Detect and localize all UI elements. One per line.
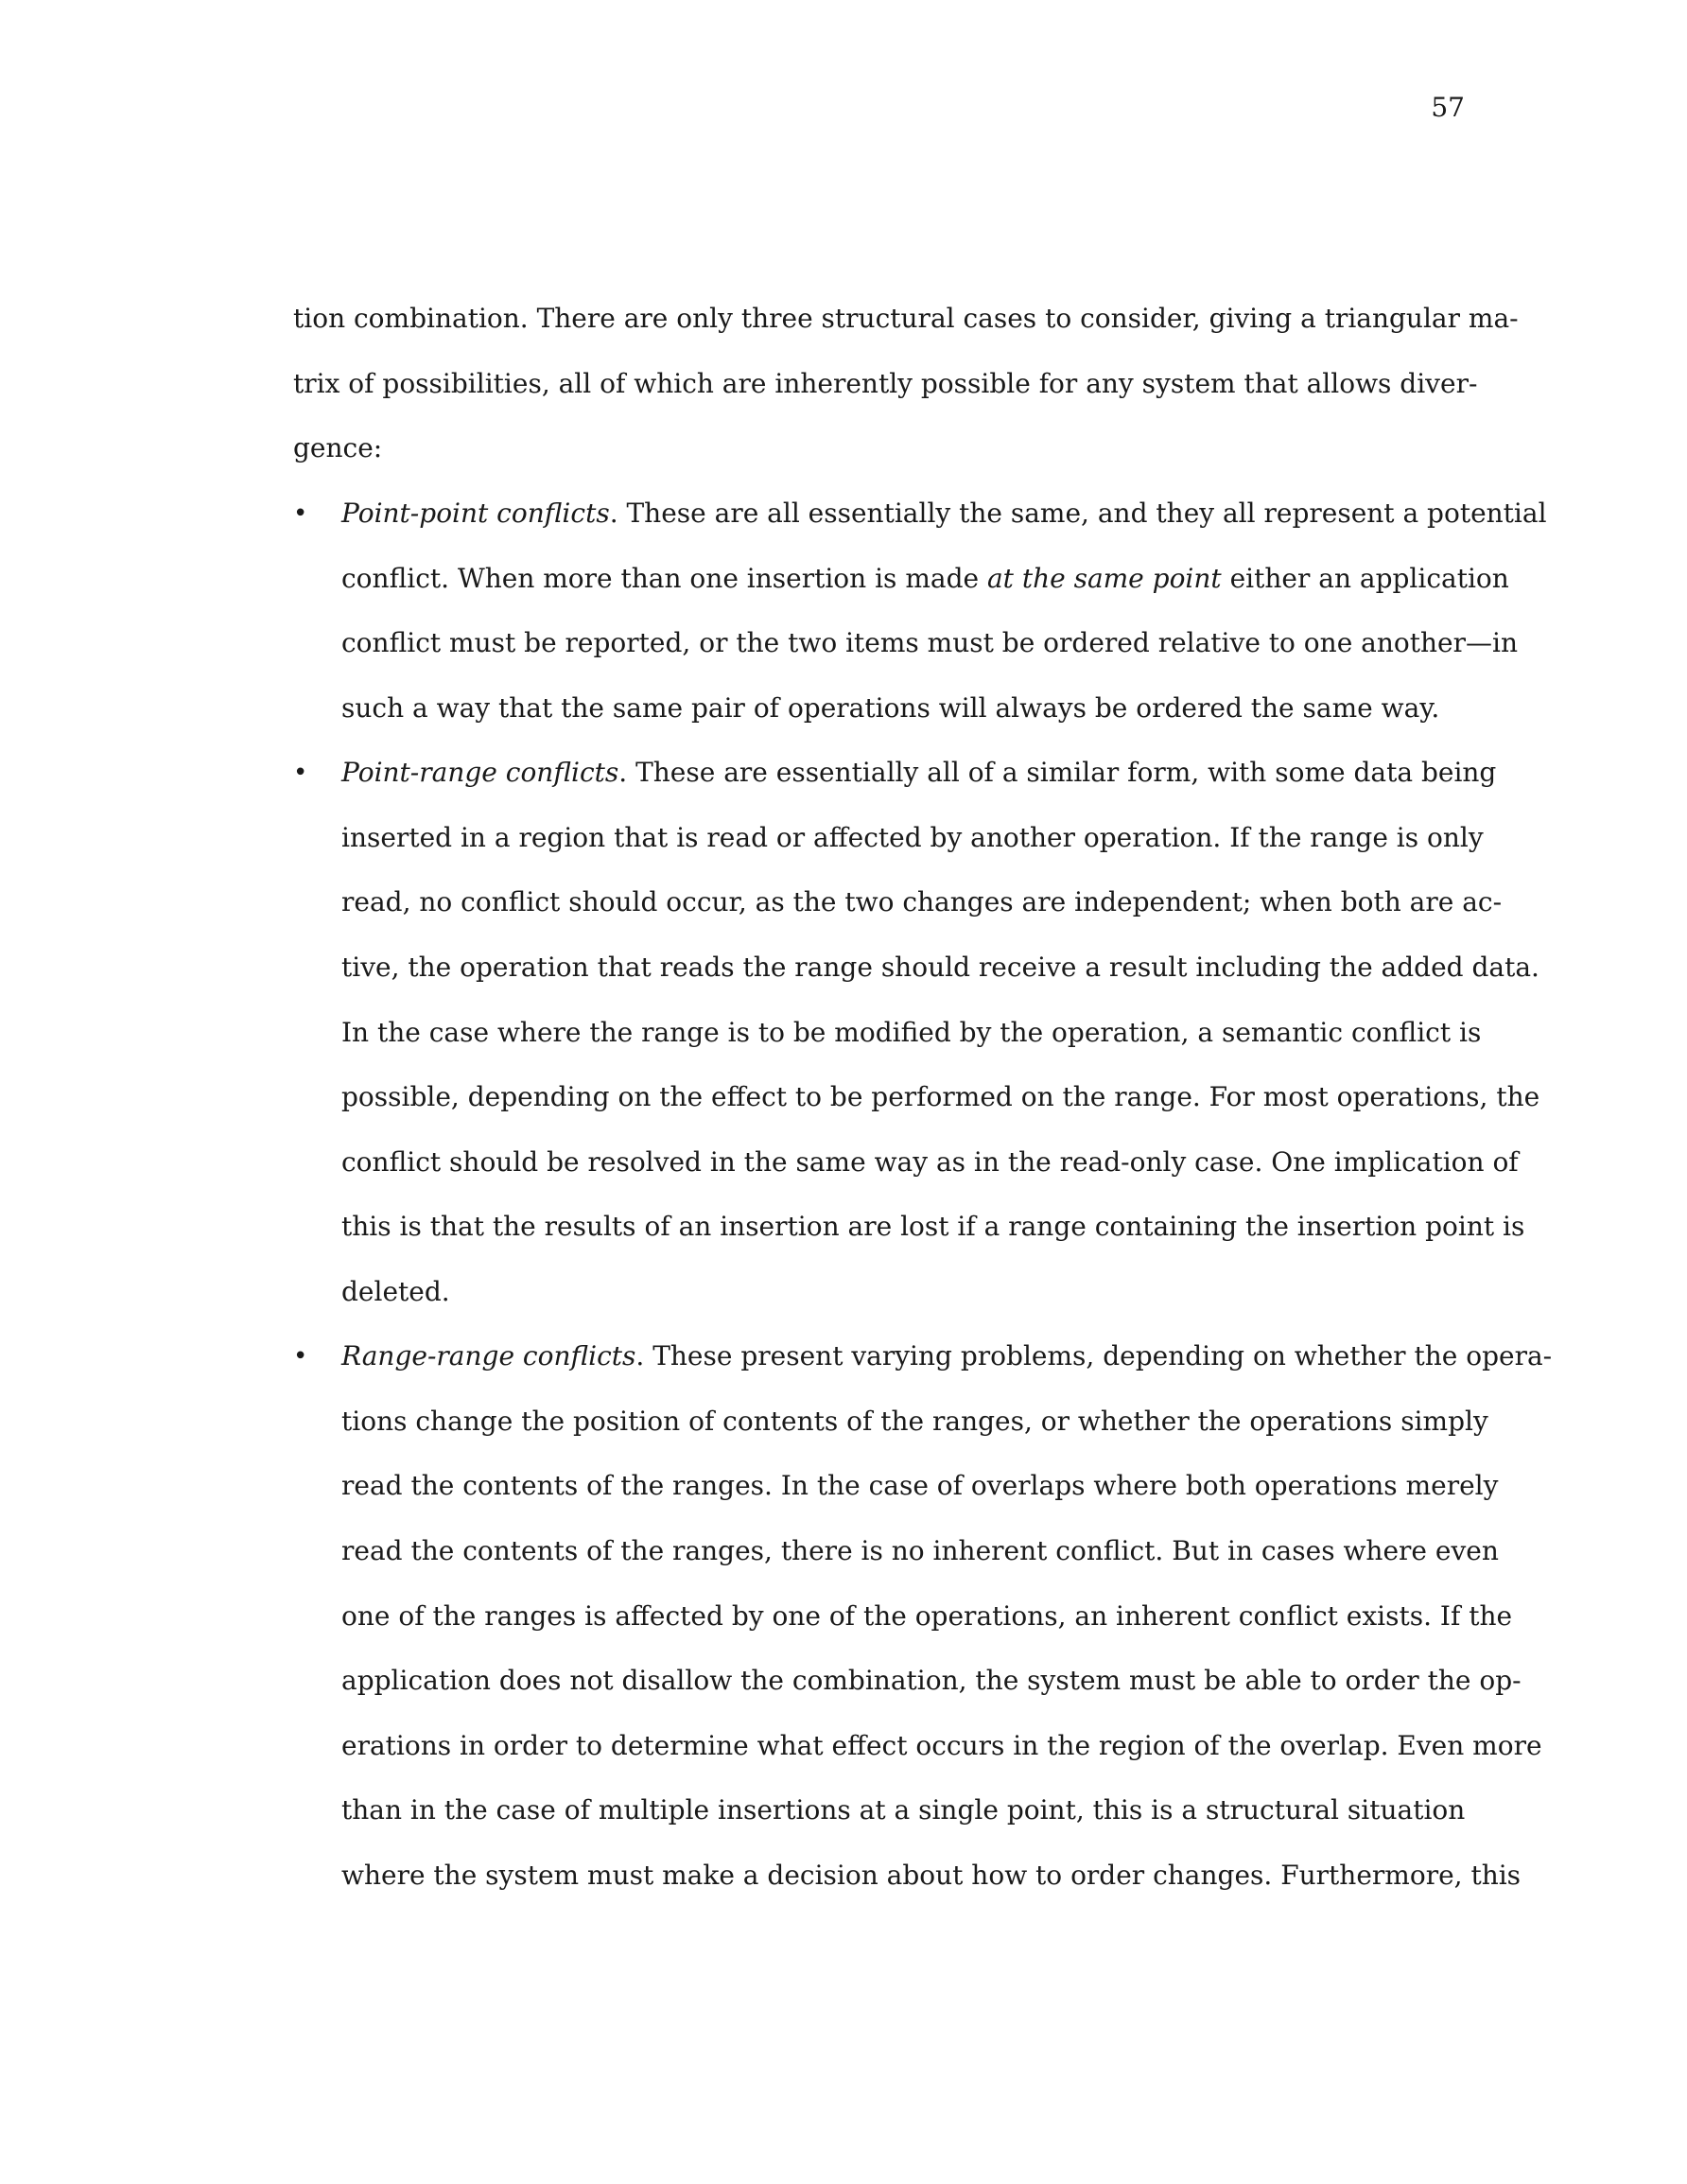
bullet-text: . These are essentially all of a similar form, with some data being bbox=[618, 757, 1497, 788]
bullet-line: than in the case of multiple insertions at a single point, this is a structural situation bbox=[341, 1794, 1466, 1826]
bullet-term: Range-range conflicts bbox=[341, 1340, 636, 1372]
intro-line: tion combination. There are only three structural cases to consider, giving a triangular ma- bbox=[293, 303, 1519, 334]
bullet-term: Point-point conflicts bbox=[341, 498, 610, 529]
bullet-line: conflict should be resolved in the same way as in the read-only case. One implication of bbox=[341, 1146, 1519, 1178]
emphasized-phrase: at the same point bbox=[986, 563, 1222, 594]
bullet-line: inserted in a region that is read or affected by another operation. If the range is only bbox=[341, 822, 1484, 853]
bullet-item-range-range bbox=[341, 1324, 1552, 1389]
bullet-line: where the system must make a decision about how to order changes. Furthermore, this bbox=[341, 1860, 1522, 1891]
bullet-line: this is that the results of an insertion are lost if a range containing the insertion point is bbox=[341, 1211, 1525, 1242]
bullet-line: possible, depending on the effect to be performed on the range. For most operations, the bbox=[341, 1081, 1540, 1112]
bullet-line: read, no conflict should occur, as the two changes are independent; when both are ac- bbox=[341, 886, 1503, 917]
bullet-line: tions change the position of contents of the ranges, or whether the operations simply bbox=[341, 1406, 1488, 1437]
bullet-term: Point-range conflicts bbox=[341, 757, 619, 788]
bullet-text: . These are all essentially the same, and they all represent a potential bbox=[609, 498, 1547, 529]
bullet-line: deleted. bbox=[341, 1276, 450, 1307]
bullet-text: conflict. When more than one insertion is made bbox=[341, 563, 987, 594]
bullet-line: one of the ranges is affected by one of the operations, an inherent conflict exists. If the bbox=[341, 1600, 1513, 1632]
bullet-text: . These present varying problems, depending on whether the opera- bbox=[635, 1340, 1553, 1372]
bullet-item-point-range bbox=[341, 741, 1496, 806]
bullet-marker: • bbox=[293, 759, 308, 787]
bullet-line: tive, the operation that reads the range should receive a result including the added data. bbox=[341, 952, 1539, 983]
page-number: 57 bbox=[1431, 92, 1465, 123]
bullet-line bbox=[341, 547, 1509, 612]
bullet-line: In the case where the range is to be modified by the operation, a semantic conflict is bbox=[341, 1017, 1482, 1048]
bullet-line: conflict must be reported, or the two items must be ordered relative to one another—in bbox=[341, 627, 1518, 658]
intro-line: trix of possibilities, all of which are inherently possible for any system that allows diver- bbox=[293, 368, 1478, 399]
bullet-marker: • bbox=[293, 1342, 308, 1371]
bullet-marker: • bbox=[293, 499, 308, 528]
bullet-line: read the contents of the ranges, there is no inherent conflict. But in cases where even bbox=[341, 1535, 1499, 1566]
bullet-line: erations in order to determine what effect occurs in the region of the overlap. Even more bbox=[341, 1730, 1542, 1761]
bullet-line: application does not disallow the combination, the system must be able to order the op- bbox=[341, 1665, 1522, 1696]
intro-line: gence: bbox=[293, 432, 383, 463]
bullet-text: either an application bbox=[1221, 563, 1509, 594]
bullet-line: such a way that the same pair of operations will always be ordered the same way. bbox=[341, 692, 1440, 724]
bullet-item-point-point bbox=[341, 481, 1547, 547]
bullet-line: read the contents of the ranges. In the case of overlaps where both operations merely bbox=[341, 1470, 1499, 1501]
